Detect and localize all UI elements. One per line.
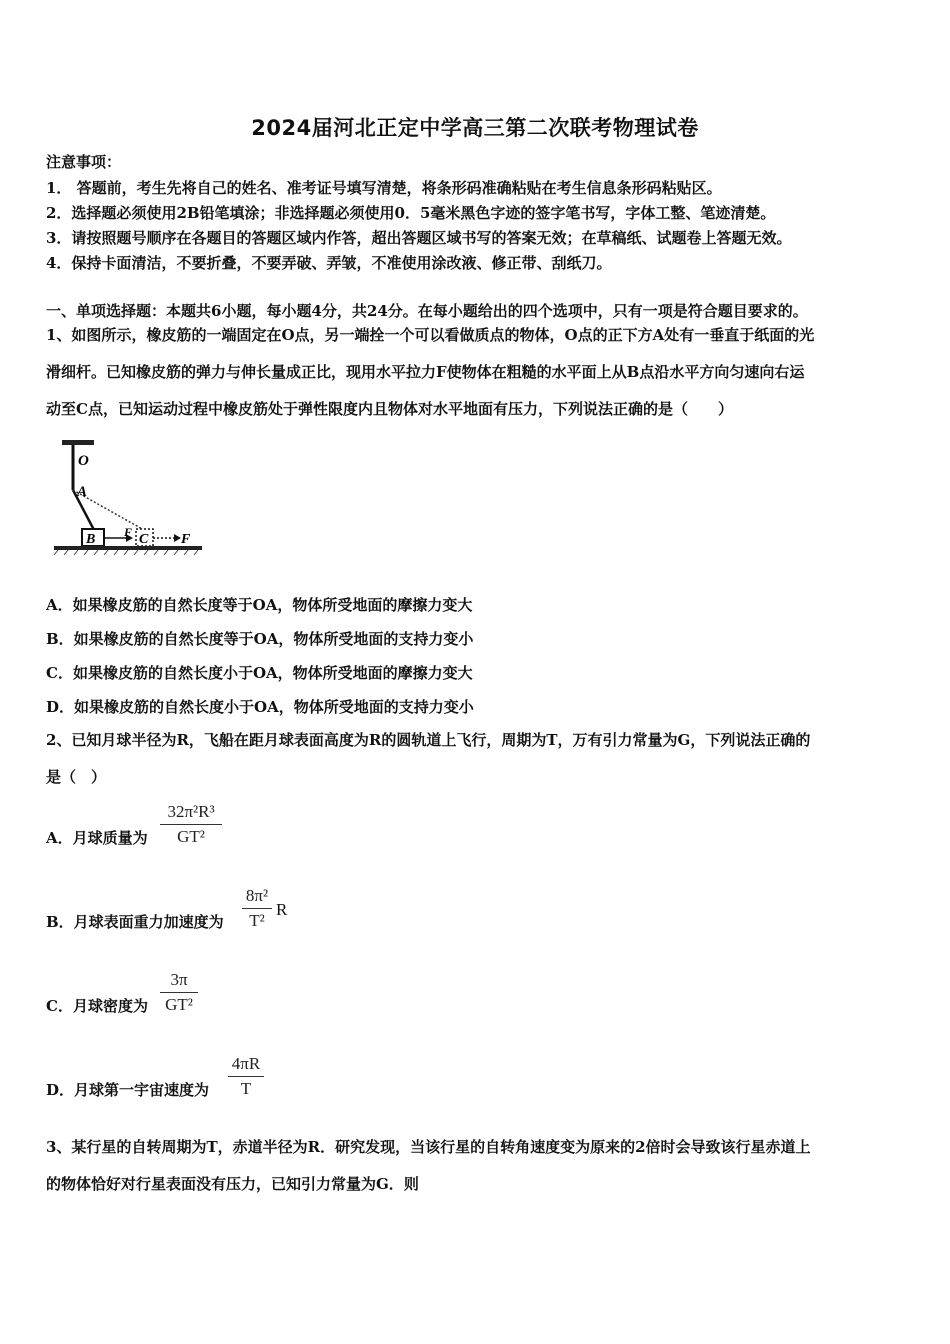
q2-option-a-label: A．月球质量为 [46,829,148,847]
force-arrowhead-2 [174,534,181,542]
q1-stem-line: 动至C点，已知运动过程中橡皮筋处于弹性限度内且物体对水平地面有压力，下列说法正确的是（ ） [46,400,733,418]
fraction-bar [160,824,222,825]
label-f2: F [181,532,191,547]
label-f1: F [124,525,133,539]
q2-option-a-formula [160,801,222,848]
page-title: 2024届河北正定中学高三第二次联考物理试卷 [251,116,699,140]
q2-option-c-label: C．月球密度为 [46,997,148,1015]
fraction-denominator: GT² [165,995,193,1014]
notice-item: 2．选择题必须使用2B铅笔填涂；非选择题必须使用0．5毫米黑色字迹的签字笔书写，字体工整、笔迹清楚。 [46,204,776,222]
fraction-numerator: 32π²R³ [167,802,215,821]
section-heading: 一、单项选择题：本题共6小题，每小题4分，共24分。在每小题给出的四个选项中，只有一项是符合题目要求的。 [46,302,808,320]
q2-option-d-formula [228,1053,264,1100]
q3-stem-line: 3、某行星的自转周期为T，赤道半径为R．研究发现，当该行星的自转角速度变为原来的2倍时会导致该行星赤道上 [46,1138,811,1156]
notice-heading: 注意事项： [46,153,122,171]
q2-option-c-formula [160,969,198,1016]
q1-stem-line: 滑细杆。已知橡皮筋的弹力与伸长量成正比，现用水平拉力F使物体在粗糙的水平面上从B点沿水平方向匀速向右运 [46,363,805,381]
q2-stem-line: 2、已知月球半径为R，飞船在距月球表面高度为R的圆轨道上飞行，周期为T，万有引力常量为G，下列说法正确的 [46,731,811,749]
label-a: A [77,484,88,500]
q1-stem-line: 1、如图所示，橡皮筋的一端固定在O点，另一端拴一个可以看做质点的物体，O点的正下方A处有一垂直于纸面的光 [46,326,815,344]
fraction-bar [242,908,272,909]
label-b: B [86,532,96,547]
q3-stem-line: 的物体恰好对行星表面没有压力，已知引力常量为G．则 [46,1175,419,1193]
q2-stem-line: 是（ ） [46,768,107,786]
q2-option-b-tail: R [276,900,288,919]
fraction-numerator: 3π [170,970,188,989]
ground [54,546,202,550]
q2-option-b-label: B．月球表面重力加速度为 [46,913,224,931]
fraction-bar [160,992,198,993]
label-o: O [78,453,89,469]
fraction-numerator: 8π² [245,886,269,905]
ceiling-support [62,440,94,445]
label-c: C [139,532,149,547]
q1-figure [44,432,209,560]
q1-option-c: C．如果橡皮筋的自然长度小于OA，物体所受地面的摩擦力变大 [46,664,473,682]
notice-item: 4．保持卡面清洁，不要折叠，不要弄破、弄皱，不准使用涂改液、修正带、刮纸刀。 [46,254,612,272]
fraction-bar [228,1076,264,1077]
q1-option-a: A．如果橡皮筋的自然长度等于OA，物体所受地面的摩擦力变大 [46,596,473,614]
q1-option-d: D．如果橡皮筋的自然长度小于OA，物体所受地面的支持力变小 [46,698,474,716]
q1-option-b: B．如果橡皮筋的自然长度等于OA，物体所受地面的支持力变小 [46,630,474,648]
fraction-denominator: T [240,1079,252,1098]
q2-option-d-label: D．月球第一宇宙速度为 [46,1081,210,1099]
q2-option-b-formula [242,885,272,932]
notice-item: 3．请按照题号顺序在各题目的答题区域内作答，超出答题区域书写的答案无效；在草稿纸、试题卷上答题无效。 [46,229,792,247]
fraction-denominator: T² [249,911,265,930]
notice-item: 1． 答题前，考生先将自己的姓名、准考证号填写清楚，将条形码准确粘贴在考生信息条形码粘贴区。 [46,179,722,197]
fraction-numerator: 4πR [231,1054,261,1073]
ground-hatch [54,550,198,555]
fraction-denominator: GT² [177,827,205,846]
